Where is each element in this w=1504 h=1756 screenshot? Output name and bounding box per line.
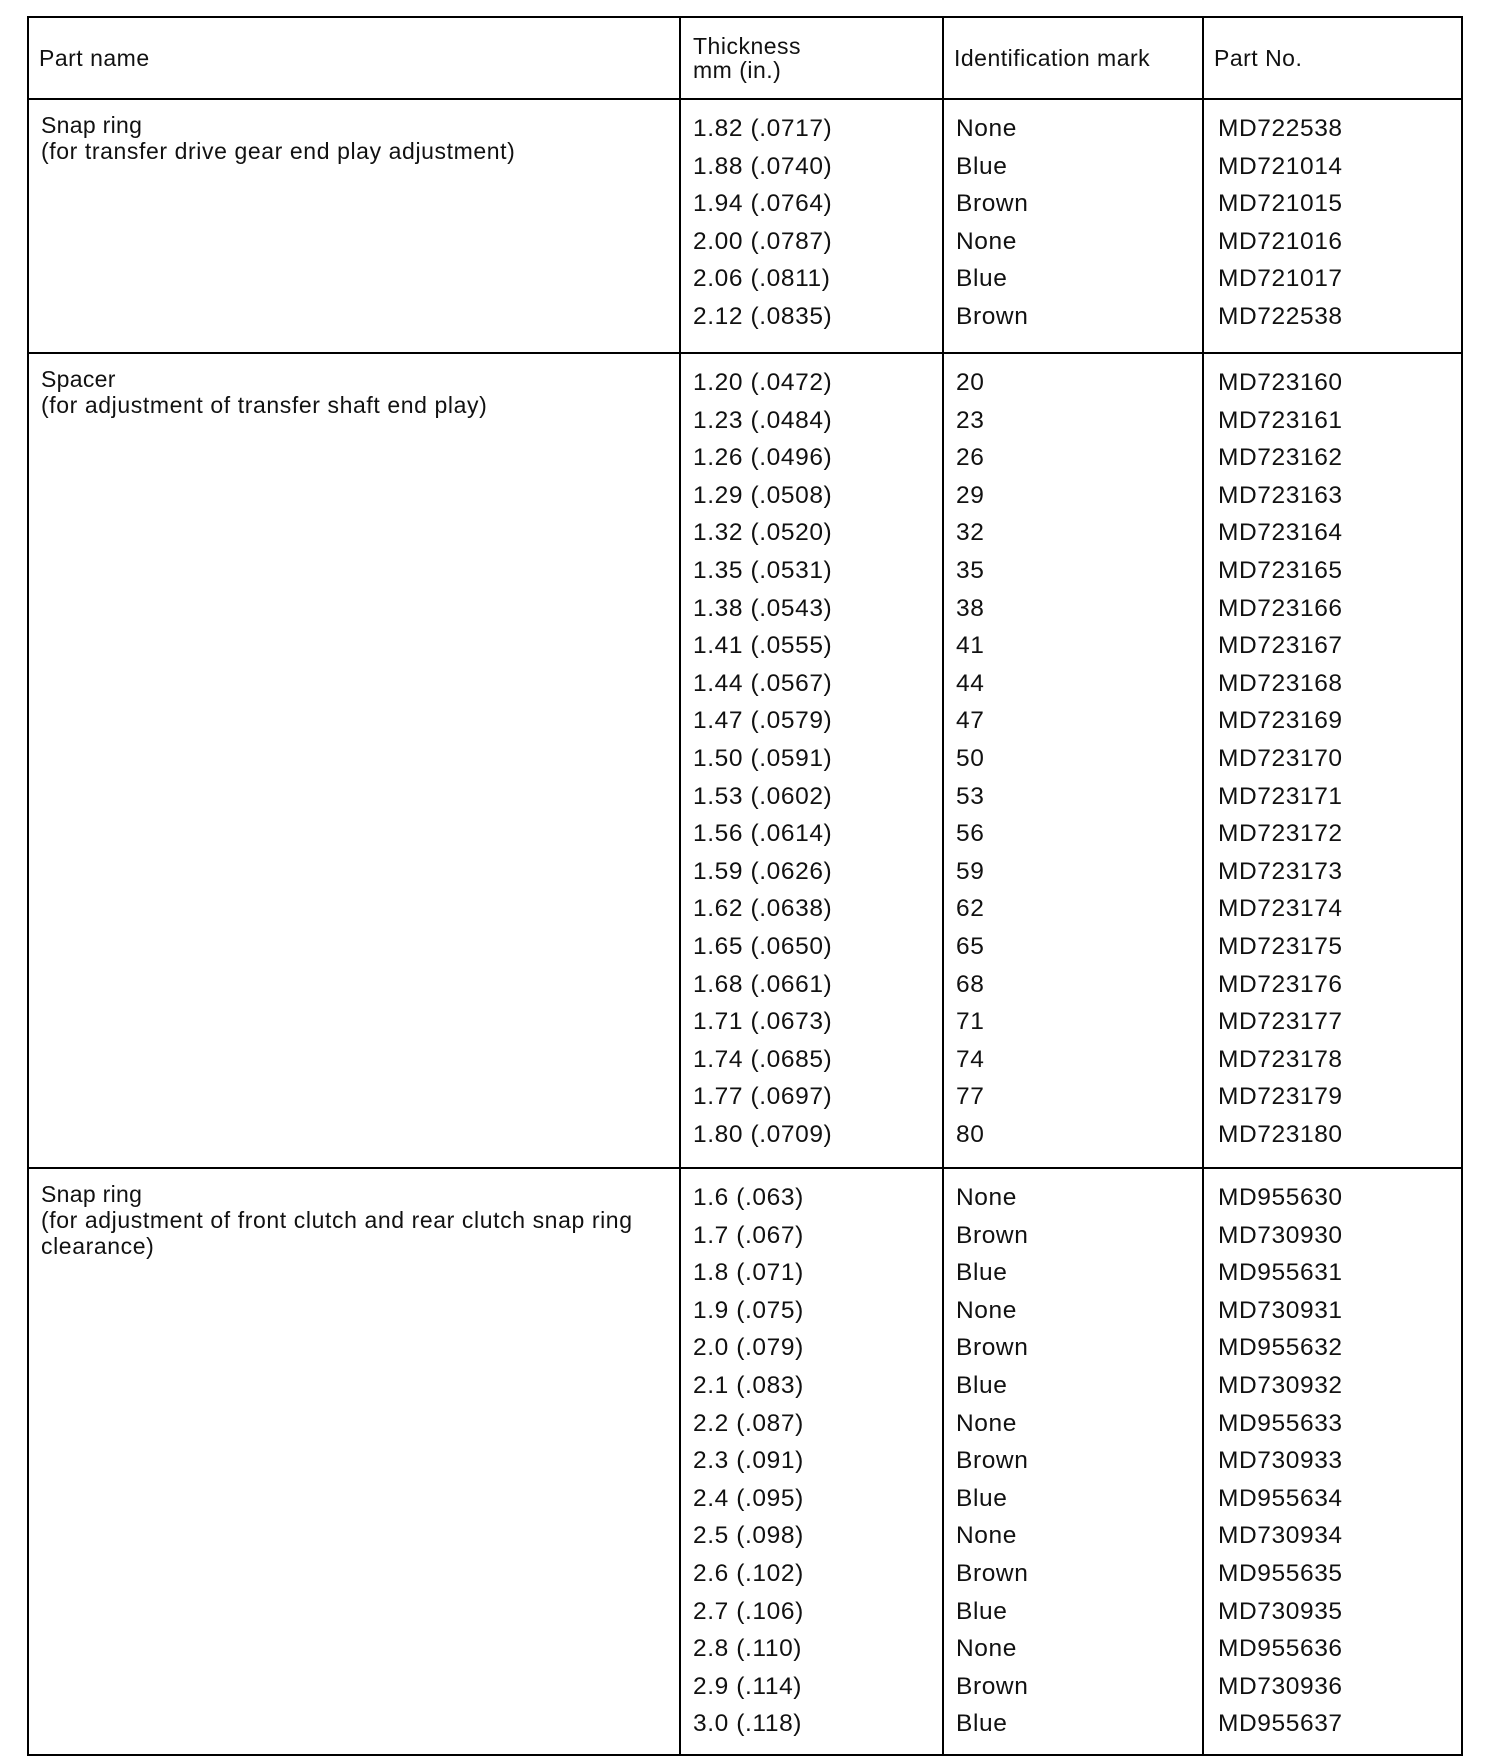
thickness-value: 2.12 (.0835) <box>693 302 833 330</box>
thickness-value: 1.20 (.0472) <box>693 369 833 396</box>
part-no-value: MD721015 <box>1218 190 1343 218</box>
thickness-value: 2.5 (.098) <box>693 1522 804 1550</box>
identification-mark-value: 77 <box>956 1083 985 1111</box>
part-no-value: MD723163 <box>1218 481 1343 509</box>
thickness-value: 2.8 (.110) <box>693 1635 803 1663</box>
part-no-value: MD723168 <box>1218 669 1343 697</box>
identification-mark-value: 59 <box>956 857 985 885</box>
identification-mark-cell-list <box>944 354 1202 1159</box>
identification-mark-value: 23 <box>956 406 985 434</box>
identification-mark-cell <box>943 1168 1203 1755</box>
thickness-value: 2.00 (.0787) <box>693 227 833 255</box>
part-no-value: MD730933 <box>1218 1447 1343 1475</box>
part-no-value: MD723177 <box>1218 1008 1343 1036</box>
thickness-value: 2.9 (.114) <box>693 1672 803 1700</box>
thickness-value: 1.65 (.0650) <box>693 932 833 960</box>
part-no-value: MD955633 <box>1218 1409 1343 1437</box>
thickness-value: 1.26 (.0496) <box>693 444 833 472</box>
part-no-value: MD723161 <box>1218 406 1343 434</box>
identification-mark-cell-list <box>944 1169 1202 1749</box>
part-no-value: MD723170 <box>1218 744 1343 772</box>
thickness-value: 1.68 (.0661) <box>693 970 833 998</box>
part-no-cell-list <box>1204 100 1461 342</box>
identification-mark-value: None <box>956 227 1017 255</box>
thickness-value: 1.29 (.0508) <box>693 481 833 509</box>
identification-mark-value: 74 <box>956 1045 985 1073</box>
part-name: Spacer <box>41 366 116 392</box>
thickness-value: 2.4 (.095) <box>693 1484 804 1512</box>
part-no-value: MD721016 <box>1218 227 1343 255</box>
identification-mark-value: 32 <box>956 519 985 547</box>
part-no-value: MD730934 <box>1218 1522 1343 1550</box>
part-no-value: MD723164 <box>1218 519 1343 547</box>
part-name-cell <box>28 353 680 1168</box>
identification-mark-value: Brown <box>956 302 1029 330</box>
thickness-value: 1.8 (.071) <box>693 1259 804 1287</box>
thickness-cell <box>680 99 943 353</box>
part-description: (for transfer drive gear end play adjustment) <box>41 138 516 164</box>
part-no-cell <box>1203 353 1462 1168</box>
identification-mark-value: Blue <box>956 1371 1008 1399</box>
thickness-value: 1.41 (.0555) <box>693 632 833 660</box>
thickness-value: 1.71 (.0673) <box>693 1008 833 1036</box>
part-no-value: MD955632 <box>1218 1334 1343 1362</box>
identification-mark-value: Blue <box>956 152 1008 180</box>
identification-mark-value: 26 <box>956 444 985 472</box>
thickness-value: 1.77 (.0697) <box>693 1083 833 1111</box>
part-name-cell <box>28 1168 680 1755</box>
identification-mark-value: 62 <box>956 895 985 923</box>
thickness-value: 1.62 (.0638) <box>693 895 833 923</box>
thickness-value: 1.82 (.0717) <box>693 115 833 142</box>
header-thickness-line1: Thickness <box>693 33 802 59</box>
identification-mark-value: 29 <box>956 481 985 509</box>
thickness-value: 1.59 (.0626) <box>693 857 833 885</box>
identification-mark-cell-list <box>944 100 1202 342</box>
thickness-cell-list <box>681 100 942 342</box>
part-no-value: MD721017 <box>1218 265 1343 293</box>
thickness-value: 1.23 (.0484) <box>693 406 833 434</box>
part-no-value: MD730930 <box>1218 1221 1343 1249</box>
part-no-value: MD955636 <box>1218 1635 1343 1663</box>
thickness-value: 1.80 (.0709) <box>693 1120 833 1148</box>
identification-mark-value: Blue <box>956 1710 1008 1738</box>
part-no-cell <box>1203 1168 1462 1755</box>
thickness-value: 1.88 (.0740) <box>693 152 833 180</box>
part-no-value: MD723179 <box>1218 1083 1343 1111</box>
thickness-value: 3.0 (.118) <box>693 1710 803 1738</box>
header-identification-mark: Identification mark <box>943 17 1203 99</box>
identification-mark-value: None <box>956 1184 1017 1211</box>
part-no-value: MD955631 <box>1218 1259 1343 1287</box>
part-no-value: MD730935 <box>1218 1597 1343 1625</box>
identification-mark-value: 53 <box>956 782 985 810</box>
thickness-value: 1.74 (.0685) <box>693 1045 833 1073</box>
thickness-value: 1.50 (.0591) <box>693 744 833 772</box>
part-name-cell <box>28 99 680 353</box>
part-no-cell-list <box>1204 354 1461 1159</box>
identification-mark-value: 68 <box>956 970 985 998</box>
identification-mark-value: Brown <box>956 1559 1029 1587</box>
identification-mark-cell <box>943 353 1203 1168</box>
thickness-value: 1.56 (.0614) <box>693 820 833 848</box>
thickness-value: 2.06 (.0811) <box>693 265 831 293</box>
thickness-value: 2.3 (.091) <box>693 1447 804 1475</box>
part-group-row <box>28 353 1462 1168</box>
part-no-value: MD722538 <box>1218 115 1343 142</box>
thickness-value: 1.9 (.075) <box>693 1296 804 1324</box>
part-no-value: MD730932 <box>1218 1371 1343 1399</box>
part-no-cell <box>1203 99 1462 353</box>
part-no-value: MD723174 <box>1218 895 1343 923</box>
thickness-value: 2.0 (.079) <box>693 1334 804 1362</box>
part-no-value: MD730931 <box>1218 1296 1343 1324</box>
identification-mark-value: 35 <box>956 556 985 584</box>
thickness-value: 1.32 (.0520) <box>693 519 833 547</box>
identification-mark-value: 56 <box>956 820 985 848</box>
thickness-value: 1.53 (.0602) <box>693 782 833 810</box>
identification-mark-value: None <box>956 115 1017 142</box>
part-no-value: MD723175 <box>1218 932 1343 960</box>
identification-mark-value: 38 <box>956 594 985 622</box>
part-no-value: MD723172 <box>1218 820 1343 848</box>
identification-mark-value: Blue <box>956 1484 1008 1512</box>
identification-mark-value: 65 <box>956 932 985 960</box>
identification-mark-value: None <box>956 1296 1017 1324</box>
thickness-value: 2.7 (.106) <box>693 1597 804 1625</box>
identification-mark-value: Brown <box>956 1221 1029 1249</box>
identification-mark-value: 44 <box>956 669 985 697</box>
part-no-value: MD722538 <box>1218 302 1343 330</box>
part-no-value: MD955637 <box>1218 1710 1343 1738</box>
part-no-value: MD723178 <box>1218 1045 1343 1073</box>
identification-mark-value: 47 <box>956 707 985 735</box>
identification-mark-value: 20 <box>956 369 985 396</box>
identification-mark-value: Brown <box>956 190 1029 218</box>
header-thickness-line2: mm (in.) <box>693 57 782 83</box>
header-part-name: Part name <box>28 17 680 99</box>
part-no-value: MD723166 <box>1218 594 1343 622</box>
part-group-row <box>28 99 1462 353</box>
identification-mark-value: 50 <box>956 744 985 772</box>
identification-mark-value: Brown <box>956 1672 1029 1700</box>
part-no-value: MD723167 <box>1218 632 1343 660</box>
part-no-value: MD723173 <box>1218 857 1343 885</box>
identification-mark-value: None <box>956 1409 1017 1437</box>
thickness-cell <box>680 353 943 1168</box>
identification-mark-value: None <box>956 1635 1017 1663</box>
part-no-value: MD723180 <box>1218 1120 1343 1148</box>
thickness-cell <box>680 1168 943 1755</box>
thickness-value: 1.35 (.0531) <box>693 556 833 584</box>
part-no-value: MD955630 <box>1218 1184 1343 1211</box>
part-group-row <box>28 1168 1462 1755</box>
identification-mark-value: 71 <box>956 1008 985 1036</box>
identification-mark-value: None <box>956 1522 1017 1550</box>
thickness-value: 2.2 (.087) <box>693 1409 804 1437</box>
thickness-value: 2.1 (.083) <box>693 1371 804 1399</box>
identification-mark-value: 80 <box>956 1120 985 1148</box>
thickness-value: 2.6 (.102) <box>693 1559 804 1587</box>
parts-table-body <box>28 99 1462 1755</box>
part-description: (for adjustment of transfer shaft end play) <box>41 392 488 418</box>
identification-mark-value: Blue <box>956 1259 1008 1287</box>
part-description: (for adjustment of front clutch and rear clutch snap ring clearance) <box>41 1207 633 1259</box>
thickness-value: 1.7 (.067) <box>693 1221 804 1249</box>
part-no-value: MD723160 <box>1218 369 1343 396</box>
part-name: Snap ring <box>41 112 143 138</box>
header-part-no: Part No. <box>1203 17 1462 99</box>
identification-mark-value: Blue <box>956 1597 1008 1625</box>
part-no-value: MD723169 <box>1218 707 1343 735</box>
header-row <box>28 17 1462 99</box>
thickness-value: 1.38 (.0543) <box>693 594 833 622</box>
thickness-cell-list <box>681 354 942 1159</box>
part-no-value: MD723165 <box>1218 556 1343 584</box>
thickness-cell-list <box>681 1169 942 1749</box>
identification-mark-value: 41 <box>956 632 985 660</box>
parts-table <box>27 16 1463 1756</box>
part-name: Snap ring <box>41 1181 143 1207</box>
part-no-value: MD721014 <box>1218 152 1343 180</box>
thickness-value: 1.94 (.0764) <box>693 190 833 218</box>
part-no-cell-list <box>1204 1169 1461 1749</box>
header-thickness <box>680 17 943 99</box>
part-no-value: MD723176 <box>1218 970 1343 998</box>
thickness-value: 1.44 (.0567) <box>693 669 833 697</box>
identification-mark-value: Brown <box>956 1447 1029 1475</box>
identification-mark-cell <box>943 99 1203 353</box>
identification-mark-value: Brown <box>956 1334 1029 1362</box>
thickness-value: 1.47 (.0579) <box>693 707 833 735</box>
thickness-value: 1.6 (.063) <box>693 1184 804 1211</box>
part-no-value: MD723171 <box>1218 782 1343 810</box>
part-no-value: MD723162 <box>1218 444 1343 472</box>
identification-mark-value: Blue <box>956 265 1008 293</box>
part-no-value: MD730936 <box>1218 1672 1343 1700</box>
part-no-value: MD955635 <box>1218 1559 1343 1587</box>
part-no-value: MD955634 <box>1218 1484 1343 1512</box>
